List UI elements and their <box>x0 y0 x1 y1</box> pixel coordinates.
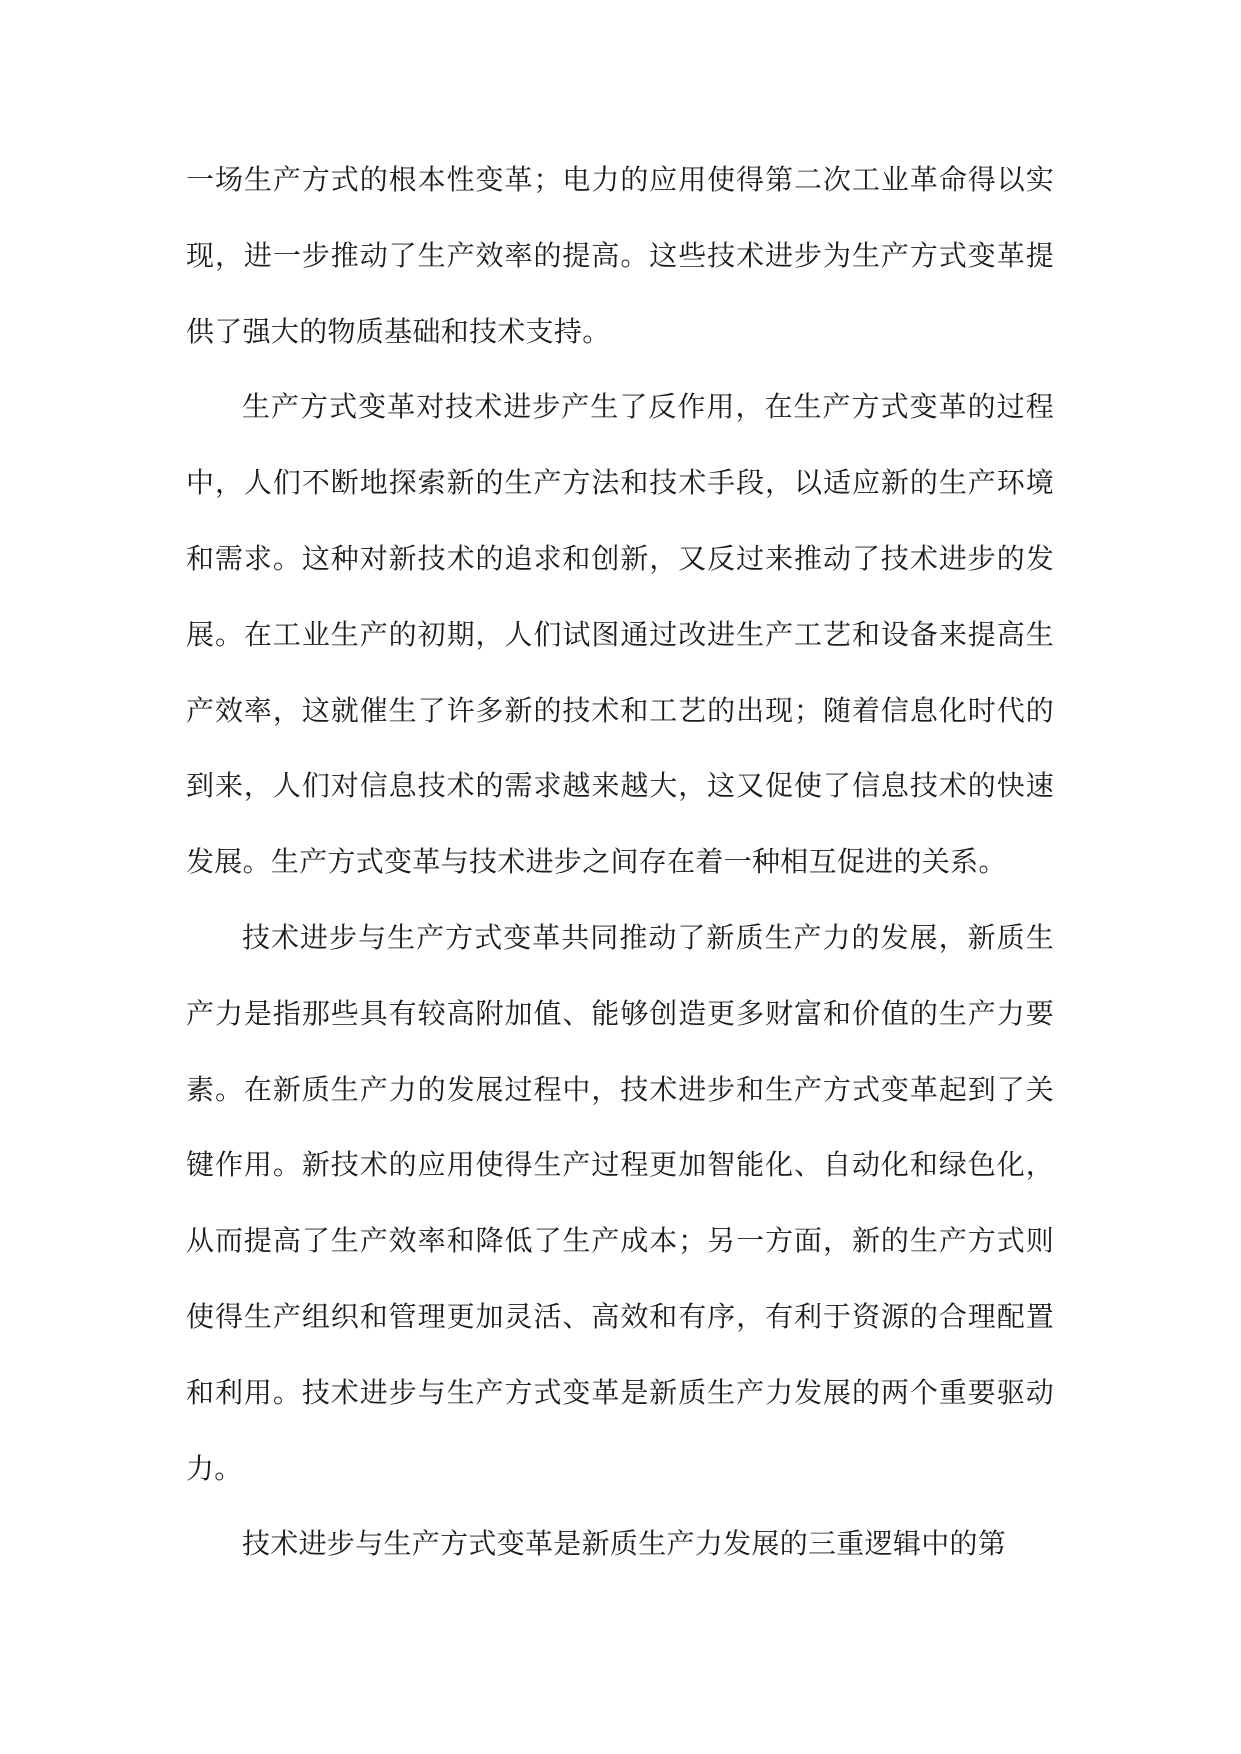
paragraph-truncated: 技术进步与生产方式变革是新质生产力发展的三重逻辑中的第 <box>242 1527 1007 1561</box>
paragraph-continued: 一场生产方式的根本性变革；电力的应用使得第二次工业革命得以实现，进一步推动了生产效率的提高。这些技术进步为生产方式变革提供了强大的物质基础和技术支持。 <box>186 163 1054 348</box>
body-text <box>186 142 1054 1582</box>
paragraph: 技术进步与生产方式变革共同推动了新质生产力的发展，新质生产力是指那些具有较高附加值、能够创造更多财富和价值的生产力要素。在新质生产力的发展过程中，技术进步和生产方式变革起到了关键作用。新技术的应用使得生产过程更加智能化、自动化和绿色化，从而提高了生产效率和降低了生产成本；另一方面，新的生产方式则使得生产组织和管理更加灵活、高效和有序，有利于资源的合理配置和利用。技术进步与生产方式变革是新质生产力发展的两个重要驱动力。 <box>186 920 1054 1485</box>
paragraph: 生产方式变革对技术进步产生了反作用，在生产方式变革的过程中，人们不断地探索新的生产方法和技术手段，以适应新的生产环境和需求。这种对新技术的追求和创新，又反过来推动了技术进步的发展。在工业生产的初期，人们试图通过改进生产工艺和设备来提高生产效率，这就催生了许多新的技术和工艺的出现；随着信息化时代的到来，人们对信息技术的需求越来越大，这又促使了信息技术的快速发展。生产方式变革与技术进步之间存在着一种相互促进的关系。 <box>186 390 1054 879</box>
